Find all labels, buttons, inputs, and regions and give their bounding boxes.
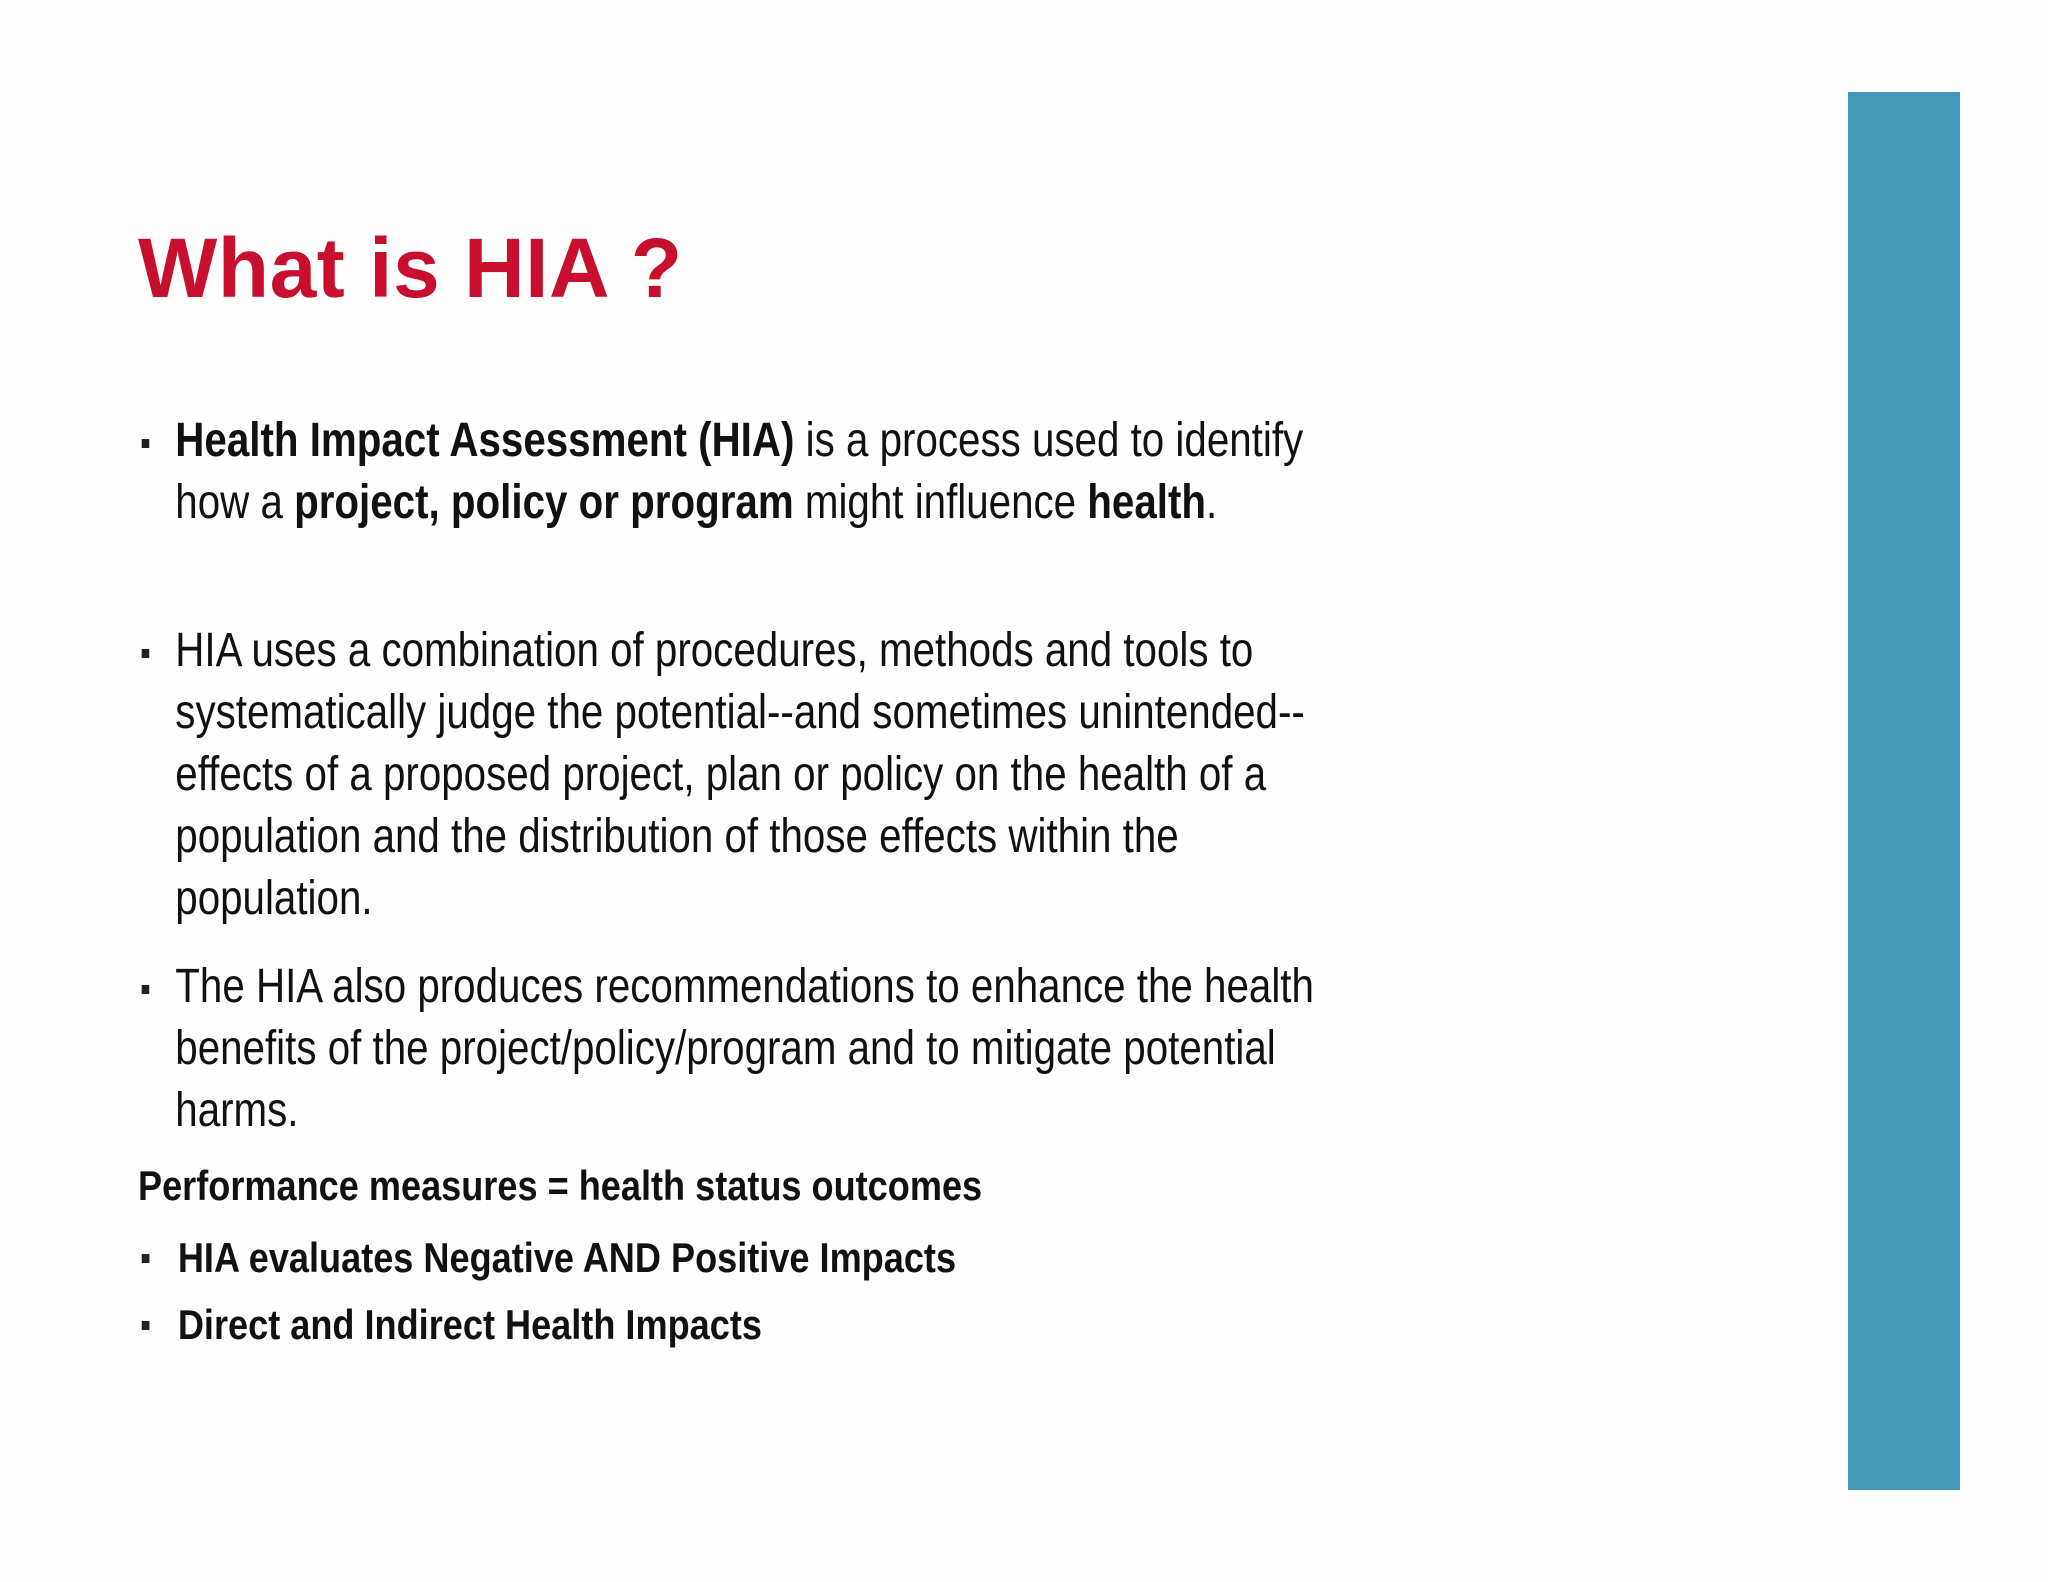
bullet-block-3	[140, 956, 1383, 1142]
bullet-text	[175, 414, 1303, 529]
list-item	[140, 620, 1383, 930]
square-bullet-icon	[142, 1254, 150, 1263]
square-bullet-icon	[142, 985, 150, 994]
bullet-text-segment: health	[1087, 476, 1207, 529]
square-bullet-icon	[142, 1321, 150, 1330]
square-bullet-icon	[142, 439, 150, 448]
bullet-block-1	[140, 410, 1383, 534]
bullet-block-2	[140, 620, 1383, 930]
accent-bar	[1848, 92, 1960, 1490]
list-item	[140, 1224, 1172, 1291]
slide-title: What is HIA ?	[138, 221, 683, 315]
bullet-text: HIA uses a combination of procedures, methods and tools to systematically judge the potential--and sometimes unintended--effects of a proposed project, plan or policy on the health of a population and the distribution of those effects within the population.	[175, 624, 1305, 925]
bullet-text-segment: Health Impact Assessment (HIA)	[175, 414, 795, 467]
bullet-text-segment: .	[1206, 476, 1218, 529]
performance-measures-list	[140, 1224, 1172, 1358]
bullet-text-segment: project, policy or program	[294, 476, 794, 529]
list-item	[140, 410, 1383, 534]
performance-item: Direct and Indirect Health Impacts	[177, 1301, 762, 1348]
performance-item: HIA evaluates Negative AND Positive Impacts	[177, 1234, 957, 1281]
bullet-text-segment: is a process used to identify how a	[175, 414, 1304, 529]
bullet-text: The HIA also produces recommendations to enhance the health benefits of the project/policy/program and to mitigate potential harms.	[175, 960, 1314, 1137]
performance-measures-heading: Performance measures = health status outcomes	[138, 1162, 983, 1209]
square-bullet-icon	[142, 649, 150, 658]
list-item	[140, 956, 1383, 1142]
bullet-text-segment: might influence	[793, 476, 1088, 529]
list-item	[140, 1291, 1172, 1358]
